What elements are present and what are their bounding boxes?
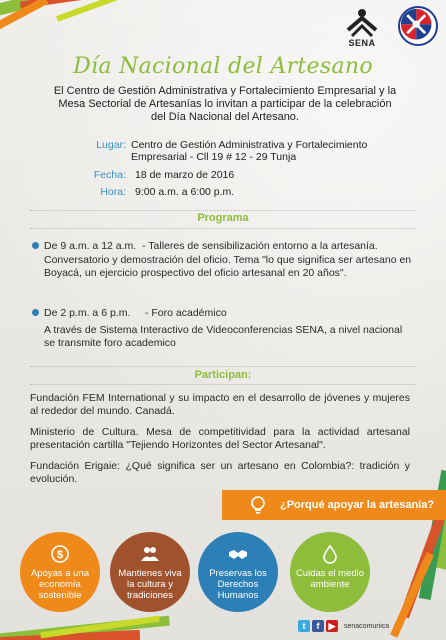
- svg-text:$: $: [56, 549, 64, 561]
- reason-text: Cuidas el medio ambiente: [295, 568, 365, 590]
- program-item: [32, 307, 417, 352]
- program-item-time: De 9 a.m. a 12 a.m.: [44, 240, 137, 252]
- participant-item: Ministerio de Cultura. Mesa de competitividad para la actividad artesanal presentación cartilla "Tejiendo Horizontes del Sector Artesanal".: [30, 426, 410, 451]
- program-item-time: De 2 p.m. a 6 p.m.: [44, 307, 131, 319]
- why-support-text: ¿Porqué apoyar la artesanía?: [280, 499, 435, 511]
- program-item-heading: [44, 307, 227, 320]
- program-item-title: - Talleres de sensibilización entorno a la artesanía.: [142, 240, 378, 252]
- youtube-icon[interactable]: ▶: [326, 620, 338, 632]
- reason-culture: [110, 532, 190, 612]
- participan-heading-text: Participan:: [194, 369, 252, 381]
- date-value: 18 de marzo de 2016: [135, 169, 235, 181]
- handshake-icon: [228, 544, 248, 564]
- program-item: [32, 240, 417, 300]
- reason-economy: [20, 532, 100, 612]
- twitter-icon[interactable]: t: [298, 620, 310, 632]
- time-row: [0, 186, 446, 199]
- place-row: [0, 139, 446, 165]
- sena-logo-text: SENA: [348, 38, 376, 48]
- time-value: 9:00 a.m. a 6:00 p.m.: [135, 186, 235, 198]
- reason-text: Preservas los Derechos Humanos: [209, 568, 267, 601]
- program-item-description: Conversatorio y demostración del oficio. Tema "lo que significa ser artesano en Boyacá, un ejercicio prospectivo del oficio artesanal en 20 años".: [44, 254, 412, 279]
- divider: [30, 366, 416, 367]
- program-item-description: A través de Sistema Interactivo de Videoconferencias SENA, a nivel nacional se transmite foro academico: [44, 324, 403, 349]
- reason-text: Apoyas a una economía sostenible: [30, 568, 90, 601]
- place-label: Lugar:: [96, 139, 126, 151]
- date-row: [0, 169, 446, 182]
- sena-logo: [340, 8, 384, 52]
- programa-heading: [30, 212, 416, 224]
- participant-item: Fundación FEM International y su impacto en el desarrollo de jóvenes y mujeres al rededor del mundo. Canadá.: [30, 392, 410, 417]
- place-value: Centro de Gestión Administrativa y Fortalecimiento Empresarial - Cll 19 # 12 - 29 Tunja: [131, 139, 368, 163]
- facebook-icon[interactable]: f: [312, 620, 324, 632]
- sena-logo-icon: [344, 8, 380, 38]
- programa-heading-text: Programa: [197, 212, 249, 224]
- social-footer: [298, 620, 389, 632]
- bullet-icon: [32, 309, 39, 316]
- divider: [30, 228, 416, 229]
- craft-sector-logo-icon: [400, 8, 436, 44]
- program-item-heading: [44, 240, 378, 253]
- drop-icon: [320, 544, 340, 564]
- dollar-icon: [50, 544, 70, 564]
- reason-human-rights: [198, 532, 278, 612]
- date-label: Fecha:: [93, 169, 126, 181]
- time-label: Hora:: [100, 186, 126, 198]
- social-handle: senacomunica: [344, 622, 390, 630]
- decorative-ribbon: [56, 0, 124, 22]
- people-icon: [140, 544, 160, 564]
- reason-environment: [290, 532, 370, 612]
- divider: [30, 384, 416, 385]
- bullet-icon: [32, 242, 39, 249]
- divider: [30, 210, 416, 211]
- craft-sector-logo: [398, 6, 438, 46]
- reason-text: Mantienes viva la cultura y tradiciones: [118, 568, 182, 601]
- page-title: Día Nacional del Artesano: [73, 54, 373, 79]
- why-support-banner: [222, 490, 446, 520]
- program-item-title: - Foro académico: [144, 307, 227, 319]
- participan-heading: [30, 369, 416, 381]
- lightbulb-icon: [248, 495, 268, 515]
- intro-text: El Centro de Gestión Administrativa y Fortalecimiento Empresarial y la Mesa Sectorial de Artesanías lo invitan a participar de la celebración del Día Nacional del Artesano.: [53, 85, 397, 123]
- participant-item: Fundación Erigaie: ¿Qué significa ser un artesano en Colombia?: tradición y evolución.: [30, 460, 410, 485]
